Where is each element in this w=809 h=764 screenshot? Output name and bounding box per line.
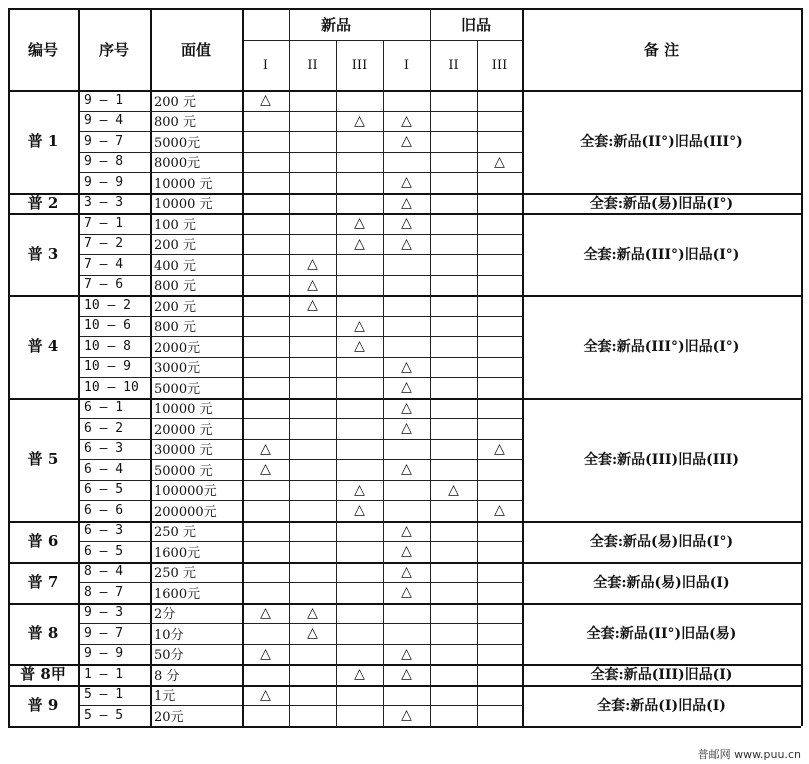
triangle-mark: △ <box>401 133 412 150</box>
sequence-cell: 6 — 3 <box>84 441 124 457</box>
header-face-value: 面值 <box>180 40 211 59</box>
group-id: 普 2 <box>27 193 59 212</box>
grid-line <box>8 726 801 728</box>
sequence-cell: 1 — 1 <box>84 666 124 682</box>
grid-line <box>242 40 522 41</box>
grid-line <box>78 336 522 337</box>
triangle-mark: △ <box>260 686 271 703</box>
face-value-cell: 400 元 <box>154 258 196 274</box>
group-remark: 全套:新品(III°)旧品(I°) <box>583 339 740 356</box>
triangle-mark: △ <box>307 256 318 273</box>
triangle-mark: △ <box>401 420 412 437</box>
triangle-mark: △ <box>354 481 365 498</box>
sequence-cell: 8 — 4 <box>84 564 124 580</box>
grid-line <box>78 480 522 481</box>
grid-line <box>78 172 522 173</box>
group-remark: 全套:新品(易)旧品(I) <box>593 575 730 591</box>
triangle-mark: △ <box>494 440 505 457</box>
grid-line <box>289 8 290 726</box>
grid-line <box>78 131 522 132</box>
triangle-mark: △ <box>401 358 412 375</box>
grid-line <box>78 500 522 501</box>
grid-line <box>78 439 522 440</box>
face-value-cell: 10000 元 <box>154 197 213 213</box>
sequence-cell: 7 — 6 <box>84 277 124 293</box>
sequence-cell: 5 — 1 <box>84 687 124 703</box>
sequence-cell: 3 — 3 <box>84 195 124 211</box>
triangle-mark: △ <box>401 584 412 601</box>
triangle-mark: △ <box>401 563 412 580</box>
grid-line <box>78 582 522 583</box>
face-value-cell: 10000 元 <box>154 402 213 418</box>
grid-line <box>78 316 522 317</box>
sequence-cell: 6 — 3 <box>84 523 124 539</box>
group-id: 普 7 <box>27 572 59 591</box>
header-sequence: 序号 <box>98 40 129 59</box>
sequence-cell: 9 — 8 <box>84 154 124 170</box>
grid-line <box>78 459 522 460</box>
group-remark: 全套:新品(III)旧品(I) <box>590 667 733 684</box>
face-value-cell: 20元 <box>154 709 184 725</box>
face-value-cell: 800 元 <box>154 115 196 131</box>
grid-line <box>336 40 337 726</box>
face-value-cell: 1600元 <box>154 545 201 561</box>
sequence-cell: 10 — 6 <box>84 318 131 334</box>
group-id: 普 9 <box>27 695 59 714</box>
grid-line <box>78 418 522 419</box>
triangle-mark: △ <box>354 215 365 232</box>
triangle-mark: △ <box>448 481 459 498</box>
face-value-cell: 20000 元 <box>154 422 213 438</box>
grid-line <box>522 8 524 726</box>
face-value-cell: 200 元 <box>154 238 196 254</box>
header-grade: I <box>403 57 410 73</box>
group-remark: 全套:新品(II°)旧品(III°) <box>580 134 743 151</box>
triangle-mark: △ <box>494 153 505 170</box>
header-grade: III <box>491 57 508 73</box>
sequence-cell: 6 — 6 <box>84 502 124 518</box>
sequence-cell: 9 — 7 <box>84 625 124 641</box>
triangle-mark: △ <box>401 645 412 662</box>
grid-line <box>78 705 522 706</box>
group-remark: 全套:新品(III)旧品(III) <box>584 452 739 468</box>
face-value-cell: 8 分 <box>154 668 180 684</box>
triangle-mark: △ <box>401 522 412 539</box>
group-remark: 全套:新品(易)旧品(I°) <box>589 534 734 550</box>
face-value-cell: 8000元 <box>154 156 201 172</box>
grid-line <box>78 152 522 153</box>
face-value-cell: 50000 元 <box>154 463 213 479</box>
grid-line <box>150 8 152 726</box>
triangle-mark: △ <box>307 297 318 314</box>
face-value-cell: 5000元 <box>154 135 201 151</box>
sequence-cell: 7 — 4 <box>84 256 124 272</box>
triangle-mark: △ <box>401 379 412 396</box>
sequence-cell: 6 — 1 <box>84 400 124 416</box>
sequence-cell: 6 — 2 <box>84 420 124 436</box>
header-remark: 备 注 <box>643 40 680 59</box>
face-value-cell: 50分 <box>154 648 184 664</box>
triangle-mark: △ <box>401 543 412 560</box>
face-value-cell: 100 元 <box>154 217 196 233</box>
sequence-cell: 7 — 1 <box>84 215 124 231</box>
sequence-cell: 6 — 4 <box>84 461 124 477</box>
header-grade: III <box>351 57 368 73</box>
triangle-mark: △ <box>494 502 505 519</box>
sequence-cell: 9 — 1 <box>84 92 124 108</box>
grid-line <box>78 8 80 726</box>
grid-line <box>242 8 244 726</box>
face-value-cell: 250 元 <box>154 566 196 582</box>
face-value-cell: 800 元 <box>154 279 196 295</box>
triangle-mark: △ <box>401 174 412 191</box>
face-value-cell: 200000元 <box>154 504 217 520</box>
triangle-mark: △ <box>354 235 365 252</box>
sequence-cell: 9 — 9 <box>84 174 124 190</box>
grid-line <box>78 254 522 255</box>
sequence-cell: 10 — 9 <box>84 359 131 375</box>
face-value-cell: 250 元 <box>154 525 196 541</box>
triangle-mark: △ <box>354 112 365 129</box>
grid-line <box>78 234 522 235</box>
face-value-cell: 3000元 <box>154 361 201 377</box>
triangle-mark: △ <box>401 235 412 252</box>
header-old: 旧品 <box>460 15 491 34</box>
grid-line <box>78 644 522 645</box>
watermark: 普邮网 www.puu.cn <box>697 748 801 761</box>
face-value-cell: 30000 元 <box>154 443 213 459</box>
triangle-mark: △ <box>401 194 412 211</box>
triangle-mark: △ <box>307 625 318 642</box>
face-value-cell: 200 元 <box>154 299 196 315</box>
triangle-mark: △ <box>354 338 365 355</box>
grid-line <box>78 357 522 358</box>
group-remark: 全套:新品(I)旧品(I) <box>597 698 726 714</box>
grid-line <box>8 90 801 92</box>
face-value-cell: 10分 <box>154 627 184 643</box>
triangle-mark: △ <box>401 112 412 129</box>
triangle-mark: △ <box>354 666 365 683</box>
group-remark: 全套:新品(易)旧品(I°) <box>589 195 734 212</box>
group-id: 普 4 <box>27 337 59 355</box>
group-id: 普 8 <box>27 624 59 642</box>
triangle-mark: △ <box>260 645 271 662</box>
face-value-cell: 10000 元 <box>154 176 213 192</box>
face-value-cell: 2000元 <box>154 340 201 356</box>
face-value-cell: 1元 <box>154 689 176 705</box>
group-id: 普 8甲 <box>20 665 66 683</box>
sequence-cell: 9 — 7 <box>84 133 124 149</box>
sequence-cell: 10 — 8 <box>84 338 131 354</box>
grid-line <box>78 623 522 624</box>
grid-line <box>801 8 803 726</box>
triangle-mark: △ <box>354 317 365 334</box>
triangle-mark: △ <box>307 604 318 621</box>
triangle-mark: △ <box>401 399 412 416</box>
triangle-mark: △ <box>401 215 412 232</box>
face-value-cell: 5000元 <box>154 381 201 397</box>
triangle-mark: △ <box>260 461 271 478</box>
grid-line <box>78 377 522 378</box>
header-grade: II <box>307 57 318 73</box>
grid-line <box>78 541 522 542</box>
group-remark: 全套:新品(III°)旧品(I°) <box>583 247 740 263</box>
grid-line <box>477 40 478 726</box>
sequence-cell: 9 — 3 <box>84 605 124 621</box>
triangle-mark: △ <box>401 707 412 724</box>
sequence-cell: 6 — 5 <box>84 482 124 498</box>
header-group-number: 编号 <box>27 40 58 59</box>
triangle-mark: △ <box>260 604 271 621</box>
header-new: 新品 <box>320 15 351 34</box>
sequence-cell: 9 — 4 <box>84 113 124 129</box>
header-grade: II <box>448 57 459 73</box>
triangle-mark: △ <box>401 666 412 683</box>
group-id: 普 6 <box>27 531 59 550</box>
grid-line <box>430 8 431 726</box>
grid-line <box>78 111 522 112</box>
triangle-mark: △ <box>401 461 412 478</box>
triangle-mark: △ <box>307 276 318 293</box>
grid-line <box>78 275 522 276</box>
header-grade: I <box>262 57 269 73</box>
group-remark: 全套:新品(II°)旧品(易) <box>586 626 737 643</box>
face-value-cell: 100000元 <box>154 484 217 500</box>
sequence-cell: 9 — 9 <box>84 646 124 662</box>
face-value-cell: 2分 <box>154 607 176 623</box>
triangle-mark: △ <box>260 92 271 109</box>
sequence-cell: 10 — 2 <box>84 297 131 313</box>
group-id: 普 5 <box>27 449 59 468</box>
triangle-mark: △ <box>260 440 271 457</box>
sequence-cell: 6 — 5 <box>84 543 124 559</box>
sequence-cell: 10 — 10 <box>84 379 139 395</box>
group-id: 普 1 <box>27 132 59 150</box>
face-value-cell: 800 元 <box>154 320 196 336</box>
sequence-cell: 5 — 5 <box>84 707 124 723</box>
triangle-mark: △ <box>354 502 365 519</box>
grid-line <box>8 8 10 726</box>
sequence-cell: 7 — 2 <box>84 236 124 252</box>
grid-line <box>383 40 384 726</box>
face-value-cell: 1600元 <box>154 586 201 602</box>
grid-line <box>8 8 801 10</box>
group-id: 普 3 <box>27 244 59 263</box>
sequence-cell: 8 — 7 <box>84 584 124 600</box>
face-value-cell: 200 元 <box>154 94 196 110</box>
